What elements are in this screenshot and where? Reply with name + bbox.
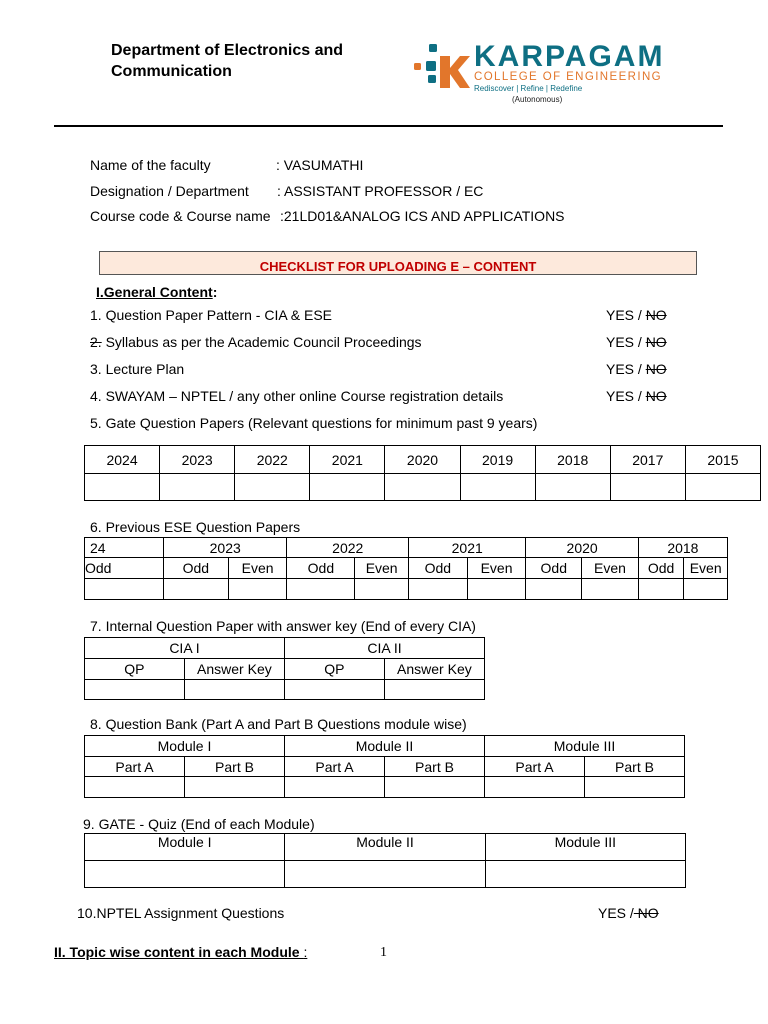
internal-table [84, 637, 485, 700]
empty-cell [85, 777, 185, 798]
yes-no-3 [606, 361, 667, 377]
empty-cell [535, 474, 610, 501]
ese-table [84, 537, 728, 600]
module-cell: Module II [285, 834, 485, 861]
yes-no-1 [606, 307, 667, 323]
term-cell: Even [467, 558, 526, 579]
general-content-heading [96, 284, 217, 300]
term-cell: Even [684, 558, 728, 579]
table-row [85, 474, 761, 501]
table-row [85, 659, 485, 680]
checklist-title: CHECKLIST FOR UPLOADING E – CONTENT [99, 251, 697, 275]
empty-cell [85, 579, 164, 600]
checklist-item-3 [90, 361, 184, 377]
logo-brand: KARPAGAM [474, 40, 665, 73]
part-cell: Part B [385, 757, 485, 777]
col-cell: QP [284, 659, 384, 680]
year-cell: 2015 [685, 446, 760, 474]
logo-autonomous: (Autonomous) [512, 95, 563, 104]
part-cell: Part B [585, 757, 685, 777]
year-cell: 2019 [460, 446, 535, 474]
quiz-title: 9. GATE - Quiz (End of each Module) [83, 816, 315, 832]
empty-cell [287, 579, 355, 600]
no-label: NO [633, 905, 659, 921]
item-text: Gate Question Papers (Relevant questions for minimum past 9 years) [101, 415, 538, 431]
table-row [85, 579, 728, 600]
year-cell: 2023 [160, 446, 235, 474]
qbank-title: 8. Question Bank (Part A and Part B Questions module wise) [90, 716, 467, 732]
designation-label: Designation / Department [90, 183, 249, 199]
empty-cell [384, 680, 484, 700]
empty-cell [235, 474, 310, 501]
internal-title: 7. Internal Question Paper with answer key (End of every CIA) [90, 618, 476, 634]
general-content-colon: : [212, 284, 218, 300]
table-row [85, 680, 485, 700]
yes-label: YES / [606, 334, 646, 350]
year-cell: 2018 [535, 446, 610, 474]
year-cell: 2020 [385, 446, 460, 474]
section-2-heading [54, 944, 307, 960]
item-number: 5. [90, 415, 102, 431]
term-cell: Even [582, 558, 639, 579]
page-number: 1 [380, 945, 387, 960]
col-cell: Answer Key [384, 659, 484, 680]
no-label: NO [645, 361, 667, 377]
empty-cell [185, 777, 285, 798]
empty-cell [285, 861, 485, 888]
yes-no-2 [606, 334, 667, 350]
empty-cell [385, 777, 485, 798]
empty-cell [408, 579, 467, 600]
year-cell: 2017 [610, 446, 685, 474]
year-cell: 2021 [310, 446, 385, 474]
table-row [85, 777, 685, 798]
section-2-title: II. Topic wise content in each Module [54, 944, 304, 960]
logo-tagline: Rediscover | Refine | Redefine [474, 84, 583, 93]
empty-cell [228, 579, 287, 600]
empty-cell [610, 474, 685, 501]
item-text: Question Paper Pattern - CIA & ESE [101, 307, 333, 323]
term-cell: Odd [638, 558, 684, 579]
no-label: NO [645, 388, 667, 404]
nptel-item: 10.NPTEL Assignment Questions [77, 905, 285, 921]
faculty-name-label: Name of the faculty [90, 157, 211, 173]
item-number: 1. [90, 307, 102, 323]
yes-label: YES / [606, 388, 646, 404]
empty-cell [184, 680, 284, 700]
no-label: NO [645, 334, 667, 350]
year-cell: 2021 [408, 538, 525, 558]
ese-title: 6. Previous ESE Question Papers [90, 519, 301, 535]
empty-cell [163, 579, 228, 600]
table-row [85, 861, 686, 888]
term-cell: Odd [408, 558, 467, 579]
table-row [85, 446, 761, 474]
module-cell: Module III [485, 736, 685, 757]
yes-label: YES / [598, 905, 634, 921]
empty-cell [582, 579, 639, 600]
quiz-table [84, 833, 686, 888]
logo-mark-icon [412, 42, 472, 98]
course-value: :21LD01&ANALOG ICS AND APPLICATIONS [280, 208, 565, 224]
yes-label: YES / [606, 307, 646, 323]
table-row [85, 834, 686, 861]
empty-cell [526, 579, 582, 600]
department-title [111, 40, 343, 82]
empty-cell [85, 861, 285, 888]
term-cell: Odd [163, 558, 228, 579]
qbank-table [84, 735, 685, 798]
module-cell: Module I [85, 834, 285, 861]
table-row [85, 558, 728, 579]
table-row [85, 757, 685, 777]
checklist-item-4 [90, 388, 503, 404]
year-cell: 2024 [85, 446, 160, 474]
empty-cell [638, 579, 684, 600]
term-cell: Odd [526, 558, 582, 579]
general-content-heading-text: I.General Content [96, 284, 213, 300]
empty-cell [467, 579, 526, 600]
part-cell: Part B [185, 757, 285, 777]
header-divider [54, 125, 723, 127]
empty-cell [485, 861, 685, 888]
empty-cell [460, 474, 535, 501]
term-cell: Even [228, 558, 287, 579]
gate-years-table [84, 445, 761, 501]
part-cell: Part A [485, 757, 585, 777]
item-number: 4. [90, 388, 102, 404]
department-line-1: Department of Electronics and [111, 42, 344, 59]
empty-cell [385, 474, 460, 501]
year-cell: 24 [85, 538, 164, 558]
table-row [85, 538, 728, 558]
year-cell: 2020 [526, 538, 638, 558]
designation-value: : ASSISTANT PROFESSOR / EC [277, 183, 484, 199]
year-cell: 2022 [287, 538, 409, 558]
year-cell: 2018 [638, 538, 727, 558]
item-number: 2. [90, 334, 102, 350]
course-label: Course code & Course name [90, 208, 271, 224]
checklist-item-2 [90, 334, 422, 350]
col-cell: QP [85, 659, 185, 680]
year-cell: 2022 [235, 446, 310, 474]
no-label: NO [645, 307, 667, 323]
col-cell: Answer Key [184, 659, 284, 680]
table-row [85, 736, 685, 757]
empty-cell [310, 474, 385, 501]
empty-cell [355, 579, 409, 600]
empty-cell [160, 474, 235, 501]
faculty-name-value: : VASUMATHI [276, 157, 364, 173]
empty-cell [284, 680, 384, 700]
nptel-yes-no [598, 905, 659, 921]
term-cell: Odd [85, 558, 164, 579]
term-cell: Odd [287, 558, 355, 579]
cia-group-cell: CIA I [85, 638, 285, 659]
item-text: Syllabus as per the Academic Council Proceedings [101, 334, 422, 350]
checklist-item-1 [90, 307, 332, 323]
empty-cell [85, 680, 185, 700]
cia-group-cell: CIA II [284, 638, 484, 659]
empty-cell [485, 777, 585, 798]
module-cell: Module II [285, 736, 485, 757]
year-cell: 2023 [163, 538, 287, 558]
empty-cell [684, 579, 728, 600]
checklist-item-5 [90, 415, 537, 431]
empty-cell [285, 777, 385, 798]
part-cell: Part A [85, 757, 185, 777]
item-text: SWAYAM – NPTEL / any other online Course registration details [101, 388, 504, 404]
yes-no-4 [606, 388, 667, 404]
yes-label: YES / [606, 361, 646, 377]
empty-cell [685, 474, 760, 501]
logo-subtitle: COLLEGE OF ENGINEERING [474, 71, 662, 83]
part-cell: Part A [285, 757, 385, 777]
table-row [85, 638, 485, 659]
item-number: 3. [90, 361, 102, 377]
module-cell: Module I [85, 736, 285, 757]
department-line-2: Communication [111, 63, 232, 80]
item-text: Lecture Plan [101, 361, 185, 377]
college-logo [412, 40, 672, 106]
module-cell: Module III [485, 834, 685, 861]
empty-cell [585, 777, 685, 798]
section-2-colon: : [303, 944, 308, 960]
empty-cell [85, 474, 160, 501]
term-cell: Even [355, 558, 409, 579]
